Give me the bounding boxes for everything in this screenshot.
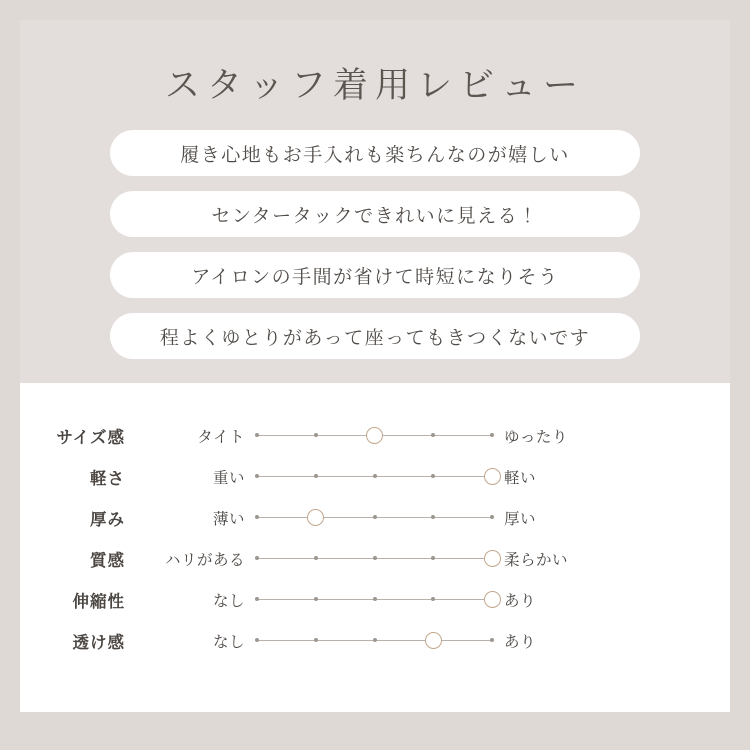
rating-row <box>20 456 730 497</box>
rating-scale[interactable] <box>257 465 492 489</box>
list-item <box>110 130 640 176</box>
rating-right-label: 柔らかい <box>504 551 569 569</box>
scale-tick <box>431 474 435 478</box>
rating-right-label: ゆったり <box>504 428 568 446</box>
scale-marker[interactable] <box>484 550 501 567</box>
rating-category-label: 軽さ <box>90 469 125 488</box>
rating-right-label: 厚い <box>504 510 537 528</box>
rating-left-label: ハリがある <box>164 551 245 569</box>
rating-row <box>20 579 730 620</box>
scale-tick <box>255 515 259 519</box>
scale-tick <box>431 433 435 437</box>
rating-scale[interactable] <box>257 588 492 612</box>
rating-scale[interactable] <box>257 547 492 571</box>
rating-scale[interactable] <box>257 506 492 530</box>
scale-tick <box>373 474 377 478</box>
rating-left-label: 薄い <box>212 510 245 528</box>
scale-marker[interactable] <box>366 427 383 444</box>
scale-tick <box>490 515 494 519</box>
reviews-section <box>20 20 730 383</box>
rating-category-label: 伸縮性 <box>72 592 125 611</box>
rating-scale[interactable] <box>257 424 492 448</box>
rating-left-label: なし <box>212 592 245 610</box>
scale-marker[interactable] <box>484 468 501 485</box>
scale-tick <box>314 556 318 560</box>
list-item <box>110 252 640 298</box>
scale-tick <box>431 515 435 519</box>
scale-tick <box>314 638 318 642</box>
scale-tick <box>314 433 318 437</box>
frame-left-border <box>0 0 20 750</box>
ratings-section <box>20 383 730 712</box>
rating-category-label: 透け感 <box>72 633 125 652</box>
scale-tick <box>490 638 494 642</box>
rating-category-label: 厚み <box>90 510 125 529</box>
rating-scale[interactable] <box>257 629 492 653</box>
rating-right-label: あり <box>504 633 537 651</box>
scale-tick <box>373 638 377 642</box>
review-text: センタータックできれいに見える！ <box>211 205 539 227</box>
rating-left-label: なし <box>212 633 245 651</box>
rating-row <box>20 620 730 661</box>
scale-marker[interactable] <box>307 509 324 526</box>
scale-tick <box>314 474 318 478</box>
rating-row <box>20 497 730 538</box>
review-text: アイロンの手間が省けて時短になりそう <box>191 266 559 288</box>
list-item <box>110 313 640 359</box>
scale-tick <box>314 597 318 601</box>
scale-marker[interactable] <box>425 632 442 649</box>
rating-row <box>20 538 730 579</box>
page-title: スタッフ着用レビュー <box>164 66 585 105</box>
scale-tick <box>490 433 494 437</box>
rating-left-label: タイト <box>197 428 245 446</box>
rating-right-label: あり <box>504 592 537 610</box>
rating-category-label: 質感 <box>90 551 125 570</box>
scale-tick <box>255 597 259 601</box>
rating-left-label: 重い <box>212 469 245 487</box>
rating-right-label: 軽い <box>504 469 537 487</box>
review-list <box>20 130 730 374</box>
list-item <box>110 191 640 237</box>
frame-right-border <box>730 0 750 750</box>
frame-bottom-border <box>0 712 750 750</box>
scale-tick <box>373 515 377 519</box>
scale-tick <box>255 474 259 478</box>
scale-tick <box>373 597 377 601</box>
scale-tick <box>431 556 435 560</box>
review-text: 履き心地もお手入れも楽ちんなのが嬉しい <box>180 144 570 166</box>
frame-top-border <box>0 0 750 20</box>
rating-category-label: サイズ感 <box>56 428 125 447</box>
scale-tick <box>255 556 259 560</box>
scale-tick <box>373 556 377 560</box>
rating-row <box>20 415 730 456</box>
scale-tick <box>255 638 259 642</box>
scale-marker[interactable] <box>484 591 501 608</box>
rating-scale-list <box>20 415 730 661</box>
review-text: 程よくゆとりがあって座ってもきつくないです <box>159 327 591 349</box>
scale-tick <box>431 597 435 601</box>
scale-tick <box>255 433 259 437</box>
